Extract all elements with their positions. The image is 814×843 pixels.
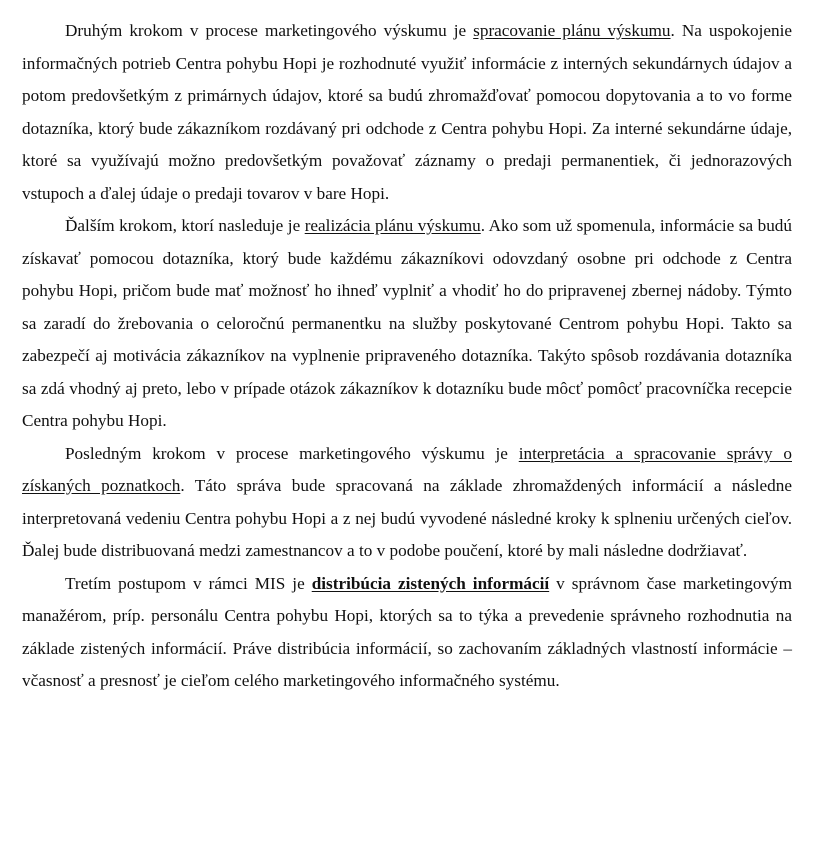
paragraph-text: Posledným krokom v procese marketingového výskumu je	[65, 443, 519, 463]
paragraph-research-plan-realization	[22, 210, 792, 438]
paragraph-text: Tretím postupom v rámci MIS je	[65, 573, 312, 593]
underlined-bold-term: distribúcia zistených informácií	[311, 573, 550, 593]
underlined-term: spracovanie plánu výskumu	[473, 21, 671, 40]
paragraph-text: Ďalším krokom, ktorí nasleduje je	[65, 216, 305, 235]
underlined-term: interpretácia a spracovanie správy o získaných poznatkoch	[22, 443, 792, 495]
paragraph-information-distribution	[22, 568, 792, 698]
paragraph-text: . Táto správa bude spracovaná na základe zhromaždených informácií a následne interpretovaná vedeniu Centra pohybu Hopi a z nej budú vyvodené následné kroky k splneniu určených cieľov. Ďalej bude distribuovaná medzi zamestnancov a to v podobe poučení, ktoré by mali následne dodržiavať.	[22, 476, 792, 560]
paragraph-research-plan-processing	[22, 0, 792, 210]
document-page	[22, 0, 792, 698]
paragraph-text: v správnom čase marketingovým manažérom, príp. personálu Centra pohybu Hopi, ktorých sa to týka a prevedenie správneho rozhodnutia na základe zistených informácií. Práve distribúcia informácií, so zachovaním základných vlastností informácie – včasnosť a presnosť je cieľom celého marketingového informačného systému.	[22, 573, 792, 690]
paragraph-text: . Na uspokojenie informačných potrieb Centra pohybu Hopi je rozhodnuté využiť informácie z interných sekundárnych údajov a potom predovšetkým z primárnych údajov, ktoré sa budú zhromažďovať pomocou dopytovania a to vo forme dotazníka, ktorý bude zákazníkom rozdávaný pri odchode z Centra pohybu Hopi. Za interné sekundárne údaje, ktoré sa využívajú možno predovšetkým považovať záznamy o predaji permanentiek, či jednorazových vstupoch a ďalej údaje o predaji tovarov v bare Hopi.	[22, 21, 792, 203]
paragraph-text: Druhým krokom v procese marketingového výskumu je	[65, 21, 474, 40]
paragraph-report-interpretation	[22, 438, 792, 568]
paragraph-text: . Ako som už spomenula, informácie sa budú získavať pomocou dotazníka, ktorý bude každému zákazníkovi odovzdaný osobne pri odchode z Centra pohybu Hopi, pričom bude mať možnosť ho ihneď vyplniť a vhodiť ho do pripravenej zbernej nádoby. Týmto sa zaradí do žrebovania o celoročnú permanentku na služby poskytované Centrom pohybu Hopi. Takto sa zabezpečí aj motivácia zákazníkov na vyplnenie pripraveného dotazníka. Takýto spôsob rozdávania dotazníka sa zdá vhodný aj preto, lebo v prípade otázok zákazníkov k dotazníku bude môcť pomôcť pracovníčka recepcie Centra pohybu Hopi.	[22, 216, 792, 430]
underlined-term: realizácia plánu výskumu	[304, 216, 481, 235]
